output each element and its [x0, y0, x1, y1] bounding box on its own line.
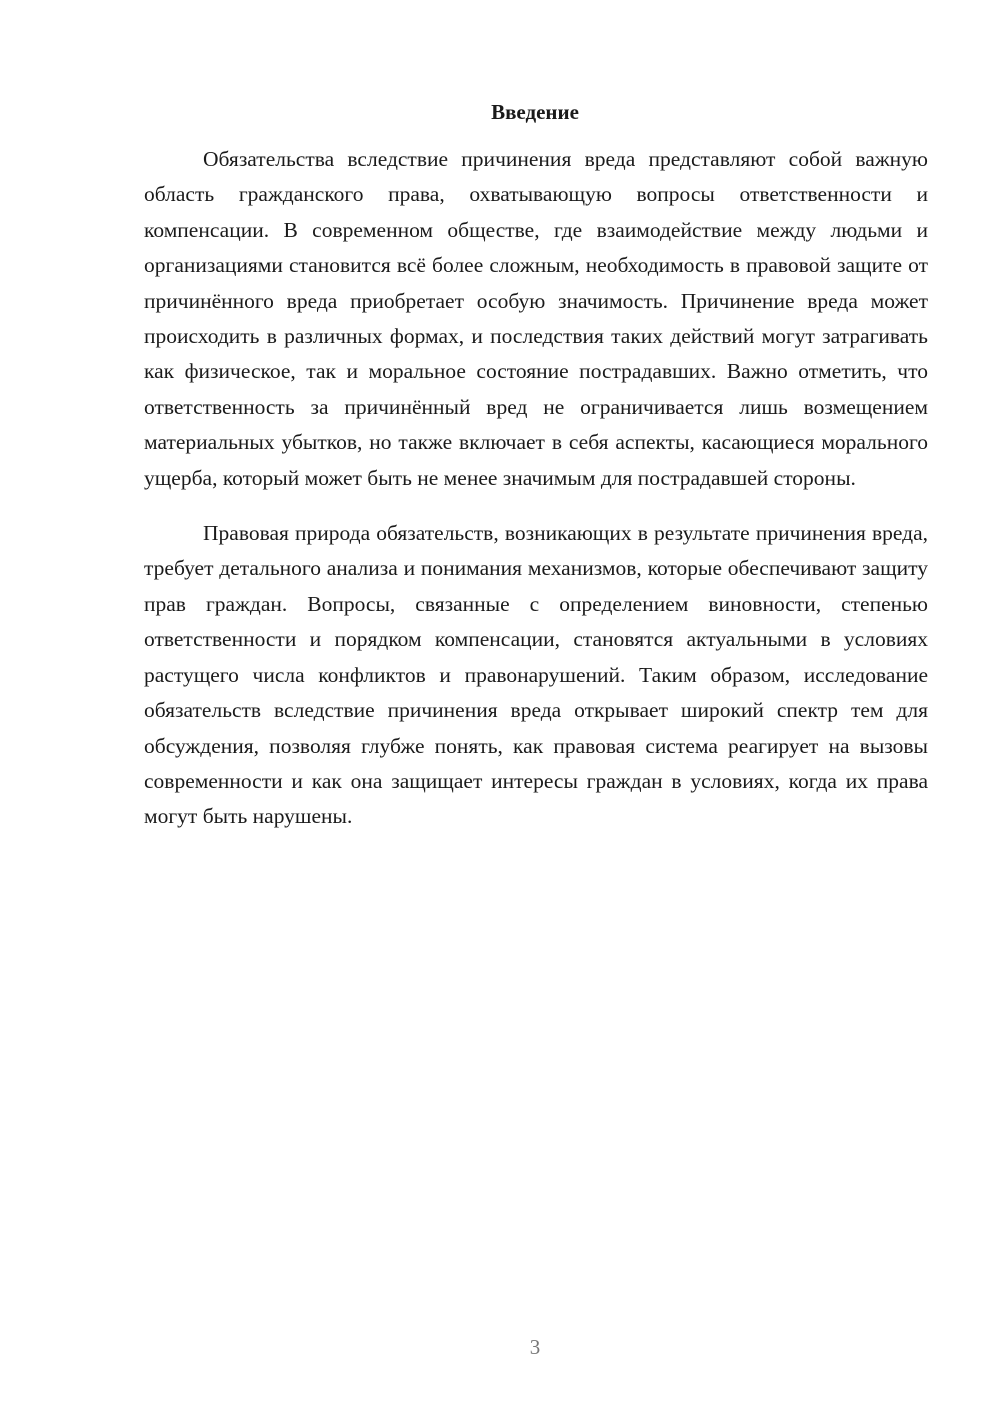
- section-title: Введение: [491, 100, 579, 124]
- page-number: 3: [529, 1335, 541, 1359]
- paragraph-2: Правовая природа обязательств, возникающих в результате причинения вреда, требует детального анализа и понимания механизмов, которые обеспечивают защиту прав граждан. Вопросы, связанные с определением виновности, степенью ответственности и порядком компенсации, становятся актуальными в условиях растущего числа конфликтов и правонарушений. Таким образом, исследование обязательств вследствие причинения вреда открывает широкий спектр тем для обсуждения, позволяя глубже понять, как правовая система реагирует на вызовы современности и как она защищает интересы граждан в условиях, когда их права могут быть нарушены.: [144, 521, 928, 829]
- paragraph-1: Обязательства вследствие причинения вреда представляют собой важную область гражданского права, охватывающую вопросы ответственности и компенсации. В современном обществе, где взаимодействие между людьми и организациями становится всё более сложным, необходимость в правовой защите от причинённого вреда приобретает особую значимость. Причинение вреда может происходить в различных формах, и последствия таких действий могут затрагивать как физическое, так и моральное состояние пострадавших. Важно отметить, что ответственность за причинённый вред не ограничивается лишь возмещением материальных убытков, но также включает в себя аспекты, касающиеся морального ущерба, который может быть не менее значимым для пострадавшей стороны.: [144, 147, 928, 490]
- body-text: [144, 142, 928, 835]
